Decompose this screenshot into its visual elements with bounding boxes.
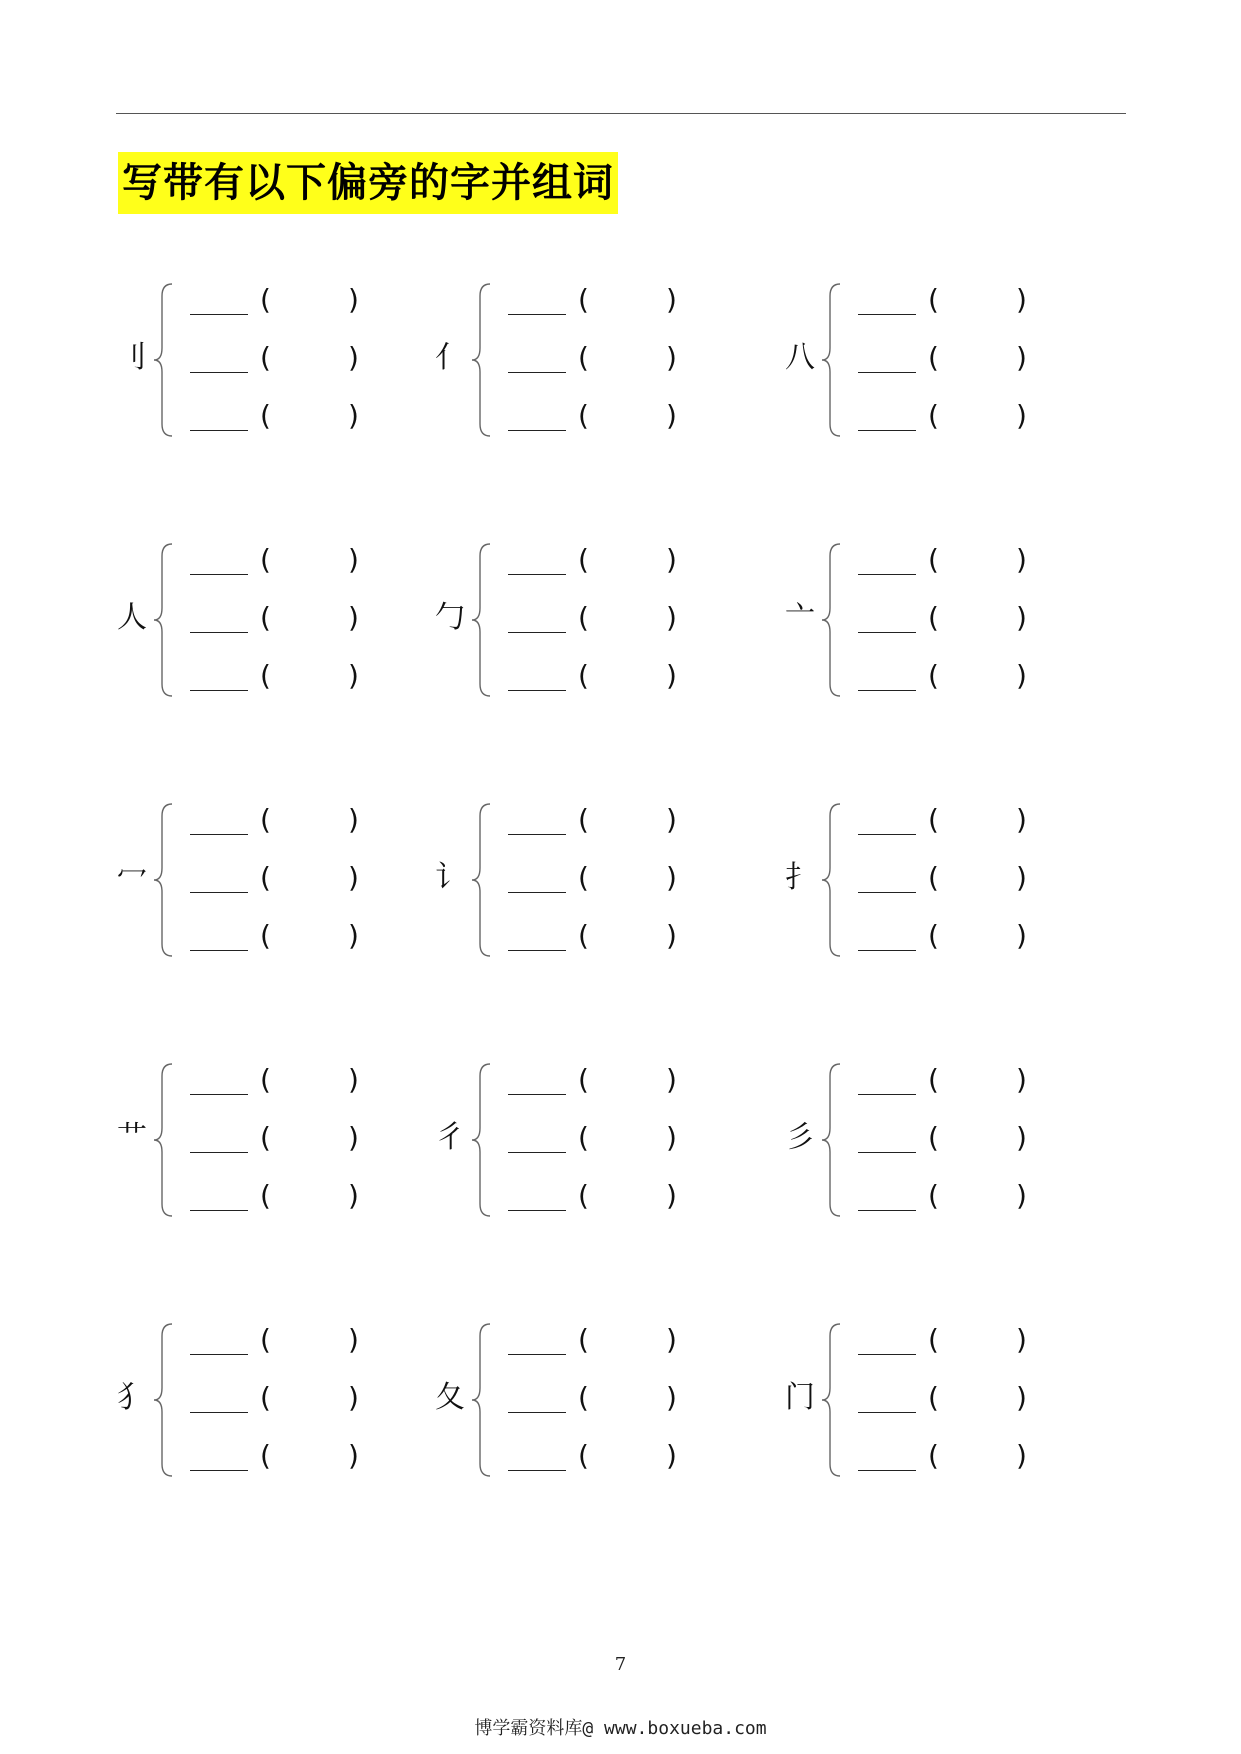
answer-slot	[190, 1118, 370, 1162]
character-blank[interactable]	[858, 1152, 916, 1153]
open-paren: (	[928, 1323, 939, 1356]
character-blank[interactable]	[858, 1094, 916, 1095]
close-paren: )	[1016, 659, 1027, 692]
character-blank[interactable]	[190, 372, 248, 373]
page-number: 7	[614, 1654, 627, 1675]
open-paren: (	[260, 1439, 271, 1472]
character-blank[interactable]	[858, 372, 916, 373]
answer-slot	[190, 800, 370, 844]
close-paren: )	[348, 601, 359, 634]
radical-group	[112, 1320, 412, 1480]
open-paren: (	[928, 861, 939, 894]
character-blank[interactable]	[858, 834, 916, 835]
radical-group	[780, 1320, 1080, 1480]
character-blank[interactable]	[190, 1152, 248, 1153]
character-blank[interactable]	[858, 430, 916, 431]
open-paren: (	[928, 1179, 939, 1212]
answer-slot	[858, 1320, 1038, 1364]
character-blank[interactable]	[190, 1094, 248, 1095]
open-paren: (	[578, 1121, 589, 1154]
open-paren: (	[928, 399, 939, 432]
close-paren: )	[1016, 861, 1027, 894]
character-blank[interactable]	[508, 1412, 566, 1413]
answer-slot	[190, 1320, 370, 1364]
open-paren: (	[578, 283, 589, 316]
answer-slot	[858, 1436, 1038, 1480]
radical-label: 艹	[117, 1120, 147, 1155]
curly-brace	[152, 542, 174, 698]
answer-slot	[508, 858, 688, 902]
answer-slot	[508, 800, 688, 844]
character-blank[interactable]	[508, 314, 566, 315]
close-paren: )	[1016, 399, 1027, 432]
character-blank[interactable]	[858, 632, 916, 633]
close-paren: )	[666, 1439, 677, 1472]
answer-slot	[508, 1118, 688, 1162]
curly-brace	[820, 802, 842, 958]
answer-slot	[508, 656, 688, 700]
curly-brace	[470, 1322, 492, 1478]
open-paren: (	[578, 341, 589, 374]
close-paren: )	[666, 803, 677, 836]
answer-slot	[508, 1176, 688, 1220]
character-blank[interactable]	[508, 632, 566, 633]
answer-slot	[190, 858, 370, 902]
open-paren: (	[928, 543, 939, 576]
answer-slot	[190, 540, 370, 584]
close-paren: )	[348, 861, 359, 894]
answer-slot	[508, 1060, 688, 1104]
character-blank[interactable]	[190, 574, 248, 575]
character-blank[interactable]	[190, 950, 248, 951]
character-blank[interactable]	[190, 430, 248, 431]
radical-group	[780, 1060, 1080, 1220]
answer-slot	[190, 656, 370, 700]
answer-slot	[508, 916, 688, 960]
close-paren: )	[1016, 1439, 1027, 1472]
close-paren: )	[348, 543, 359, 576]
character-blank[interactable]	[190, 1470, 248, 1471]
open-paren: (	[578, 1439, 589, 1472]
radical-label: 犭	[117, 1380, 147, 1415]
character-blank[interactable]	[508, 1152, 566, 1153]
open-paren: (	[928, 283, 939, 316]
footer-watermark: 博学霸资料库@ www.boxueba.com	[474, 1718, 767, 1739]
open-paren: (	[578, 861, 589, 894]
answer-slot	[190, 598, 370, 642]
open-paren: (	[260, 1323, 271, 1356]
answer-slot	[508, 540, 688, 584]
close-paren: )	[348, 1323, 359, 1356]
answer-slot	[508, 396, 688, 440]
answer-slot	[858, 916, 1038, 960]
close-paren: )	[666, 399, 677, 432]
radical-group	[430, 1320, 730, 1480]
open-paren: (	[260, 803, 271, 836]
character-blank[interactable]	[508, 1094, 566, 1095]
curly-brace	[152, 282, 174, 438]
character-blank[interactable]	[858, 892, 916, 893]
answer-slot	[508, 1436, 688, 1480]
radical-group	[112, 540, 412, 700]
answer-slot	[190, 1378, 370, 1422]
radical-label: 刂	[117, 340, 147, 375]
radical-group	[430, 1060, 730, 1220]
curly-brace	[152, 1062, 174, 1218]
close-paren: )	[348, 341, 359, 374]
answer-slot	[190, 280, 370, 324]
open-paren: (	[260, 543, 271, 576]
answer-slot	[858, 280, 1038, 324]
answer-slot	[508, 1378, 688, 1422]
close-paren: )	[348, 1121, 359, 1154]
close-paren: )	[1016, 1323, 1027, 1356]
character-blank[interactable]	[508, 1210, 566, 1211]
curly-brace	[152, 802, 174, 958]
open-paren: (	[260, 341, 271, 374]
radical-label: 彡	[785, 1120, 815, 1155]
radical-label: 彳	[435, 1120, 465, 1155]
open-paren: (	[260, 601, 271, 634]
open-paren: (	[260, 399, 271, 432]
curly-brace	[820, 1322, 842, 1478]
open-paren: (	[928, 659, 939, 692]
open-paren: (	[578, 399, 589, 432]
answer-slot	[508, 1320, 688, 1364]
radical-label: 冖	[117, 860, 147, 895]
close-paren: )	[348, 659, 359, 692]
close-paren: )	[666, 1179, 677, 1212]
radical-group	[780, 540, 1080, 700]
answer-slot	[858, 540, 1038, 584]
open-paren: (	[578, 601, 589, 634]
answer-slot	[508, 280, 688, 324]
character-blank[interactable]	[190, 1412, 248, 1413]
open-paren: (	[578, 659, 589, 692]
character-blank[interactable]	[508, 1354, 566, 1355]
close-paren: )	[666, 1323, 677, 1356]
character-blank[interactable]	[858, 574, 916, 575]
close-paren: )	[1016, 341, 1027, 374]
character-blank[interactable]	[508, 574, 566, 575]
answer-slot	[190, 396, 370, 440]
open-paren: (	[578, 1323, 589, 1356]
character-blank[interactable]	[858, 1354, 916, 1355]
answer-slot	[190, 1436, 370, 1480]
open-paren: (	[928, 919, 939, 952]
open-paren: (	[928, 1439, 939, 1472]
radical-label: 八	[785, 340, 815, 375]
open-paren: (	[928, 601, 939, 634]
close-paren: )	[1016, 283, 1027, 316]
radical-group	[112, 800, 412, 960]
open-paren: (	[260, 1063, 271, 1096]
close-paren: )	[666, 341, 677, 374]
open-paren: (	[578, 1063, 589, 1096]
open-paren: (	[578, 543, 589, 576]
character-blank[interactable]	[190, 690, 248, 691]
close-paren: )	[1016, 919, 1027, 952]
answer-slot	[858, 1176, 1038, 1220]
character-blank[interactable]	[508, 430, 566, 431]
open-paren: (	[260, 1179, 271, 1212]
answer-slot	[858, 656, 1038, 700]
open-paren: (	[260, 283, 271, 316]
open-paren: (	[928, 803, 939, 836]
character-blank[interactable]	[858, 1470, 916, 1471]
open-paren: (	[260, 861, 271, 894]
character-blank[interactable]	[190, 632, 248, 633]
radical-label: 亠	[785, 600, 815, 635]
close-paren: )	[1016, 601, 1027, 634]
close-paren: )	[1016, 1179, 1027, 1212]
radical-label: 人	[117, 600, 147, 635]
close-paren: )	[666, 919, 677, 952]
character-blank[interactable]	[190, 892, 248, 893]
answer-slot	[190, 1176, 370, 1220]
character-blank[interactable]	[858, 1412, 916, 1413]
answer-slot	[858, 396, 1038, 440]
character-blank[interactable]	[508, 950, 566, 951]
close-paren: )	[348, 1063, 359, 1096]
character-blank[interactable]	[858, 690, 916, 691]
radical-group	[780, 800, 1080, 960]
close-paren: )	[348, 283, 359, 316]
page-title: 写带有以下偏旁的字并组词	[118, 152, 618, 214]
radical-group	[430, 540, 730, 700]
open-paren: (	[928, 1381, 939, 1414]
character-blank[interactable]	[508, 892, 566, 893]
curly-brace	[152, 1322, 174, 1478]
character-blank[interactable]	[508, 1470, 566, 1471]
open-paren: (	[928, 1121, 939, 1154]
close-paren: )	[348, 803, 359, 836]
character-blank[interactable]	[858, 1210, 916, 1211]
close-paren: )	[666, 1121, 677, 1154]
radical-group	[430, 280, 730, 440]
answer-slot	[858, 1060, 1038, 1104]
open-paren: (	[578, 1381, 589, 1414]
character-blank[interactable]	[858, 314, 916, 315]
answer-slot	[190, 1060, 370, 1104]
open-paren: (	[260, 1381, 271, 1414]
radical-label: 夂	[435, 1380, 465, 1415]
close-paren: )	[666, 659, 677, 692]
answer-slot	[190, 916, 370, 960]
radical-label: 讠	[435, 860, 465, 895]
open-paren: (	[260, 919, 271, 952]
curly-brace	[820, 542, 842, 698]
character-blank[interactable]	[190, 834, 248, 835]
close-paren: )	[666, 861, 677, 894]
close-paren: )	[666, 1381, 677, 1414]
character-blank[interactable]	[190, 1354, 248, 1355]
close-paren: )	[1016, 1063, 1027, 1096]
answer-slot	[858, 598, 1038, 642]
open-paren: (	[260, 1121, 271, 1154]
open-paren: (	[578, 1179, 589, 1212]
curly-brace	[470, 282, 492, 438]
curly-brace	[820, 282, 842, 438]
curly-brace	[470, 1062, 492, 1218]
radical-group	[430, 800, 730, 960]
answer-slot	[190, 338, 370, 382]
curly-brace	[470, 542, 492, 698]
radical-label: 亻	[435, 340, 465, 375]
character-blank[interactable]	[858, 950, 916, 951]
answer-slot	[858, 858, 1038, 902]
top-rule	[116, 113, 1126, 114]
close-paren: )	[348, 1381, 359, 1414]
radical-group	[780, 280, 1080, 440]
answer-slot	[858, 338, 1038, 382]
answer-slot	[858, 1118, 1038, 1162]
open-paren: (	[928, 341, 939, 374]
answer-slot	[858, 1378, 1038, 1422]
answer-slot	[508, 338, 688, 382]
character-blank[interactable]	[508, 690, 566, 691]
close-paren: )	[1016, 1381, 1027, 1414]
curly-brace	[820, 1062, 842, 1218]
radical-group	[112, 280, 412, 440]
open-paren: (	[260, 659, 271, 692]
close-paren: )	[1016, 803, 1027, 836]
curly-brace	[470, 802, 492, 958]
close-paren: )	[666, 1063, 677, 1096]
answer-slot	[508, 598, 688, 642]
radical-label: 门	[785, 1380, 815, 1415]
character-blank[interactable]	[190, 314, 248, 315]
close-paren: )	[1016, 1121, 1027, 1154]
radical-label: 勹	[435, 600, 465, 635]
close-paren: )	[666, 543, 677, 576]
radical-label: 扌	[785, 860, 815, 895]
close-paren: )	[348, 1439, 359, 1472]
close-paren: )	[666, 601, 677, 634]
close-paren: )	[666, 283, 677, 316]
character-blank[interactable]	[508, 372, 566, 373]
open-paren: (	[578, 803, 589, 836]
character-blank[interactable]	[190, 1210, 248, 1211]
close-paren: )	[1016, 543, 1027, 576]
close-paren: )	[348, 399, 359, 432]
radical-group	[112, 1060, 412, 1220]
open-paren: (	[578, 919, 589, 952]
close-paren: )	[348, 919, 359, 952]
character-blank[interactable]	[508, 834, 566, 835]
close-paren: )	[348, 1179, 359, 1212]
open-paren: (	[928, 1063, 939, 1096]
answer-slot	[858, 800, 1038, 844]
